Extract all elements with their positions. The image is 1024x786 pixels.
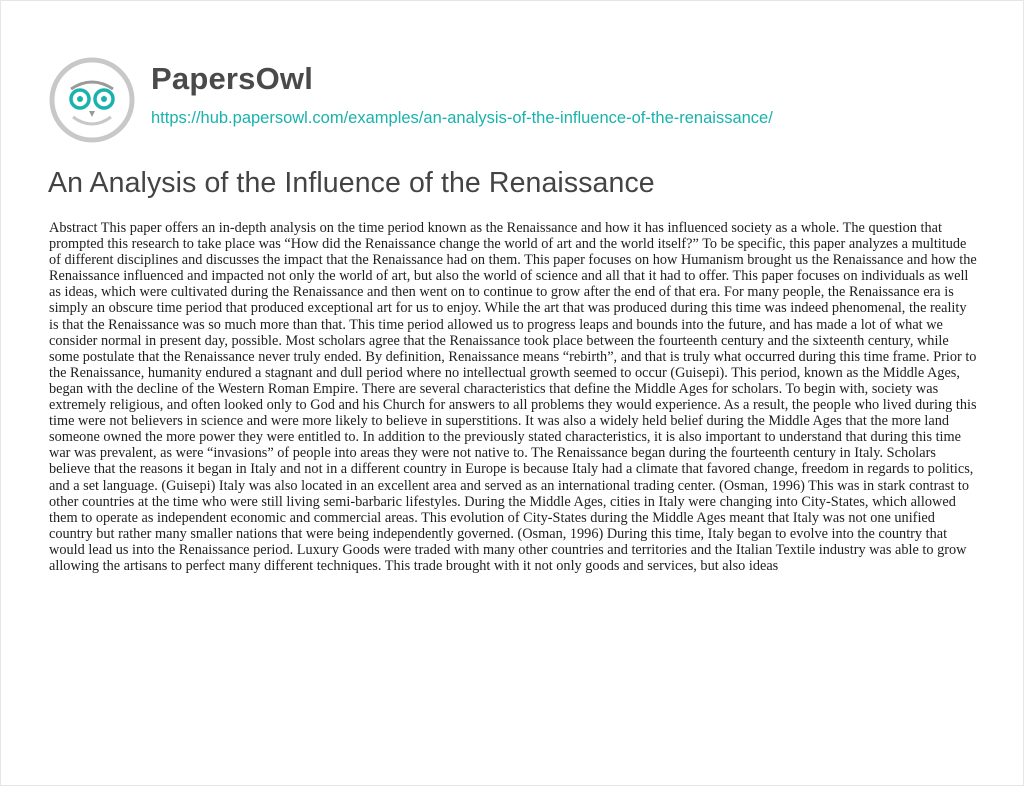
site-header	[47, 55, 773, 145]
header-text	[151, 55, 773, 128]
source-url-link[interactable]: https://hub.papersowl.com/examples/an-analysis-of-the-influence-of-the-renaissance/	[151, 109, 773, 127]
owl-logo-icon	[47, 55, 137, 145]
brand-name: PapersOwl	[151, 61, 314, 96]
document-body: Abstract This paper offers an in-depth analysis on the time period known as the Renaissance and how it has influenced society as a whole. The question that prompted this research to take place was “How did the Renaissance change the world of art and the world itself?” To be specific, this paper analyzes a multitude of different disciplines and discusses the impact that the Renaissance had on them. This paper focuses on how Humanism brought us the Renaissance and how the Renaissance influenced and impacted not only the world of art, but also the world of science and all that it had to offer. This paper focuses on individuals as well as ideas, which were cultivated during the Renaissance and then went on to continue to grow after the end of that era. For many people, the Renaissance era is simply an obscure time period that produced exceptional art for us to enjoy. While the art that was produced during this time was indeed phenomenal, the reality is that the Renaissance was so much more than that. This time period allowed us to progress leaps and bounds into the future, and has made a lot of what we consider normal in present day, possible. Most scholars agree that the Renaissance took place between the fourteenth century and the sixteenth century, while some postulate that the Renaissance never truly ended. By definition, Renaissance means “rebirth”, and that is truly what occurred during this time frame. Prior to the Renaissance, humanity endured a stagnant and dull period where no intellectual growth seemed to occur (Guisepi). This period, known as the Middle Ages, began with the decline of the Western Roman Empire. There are several characteristics that define the Middle Ages for scholars. To begin with, society was extremely religious, and often looked only to God and his Church for answers to all problems they would experience. As a result, the people who lived during this time were not believers in science and were more likely to believe in superstitions. It was also a widely held belief during the Middle Ages that the more land someone owned the more power they were entitled to. In addition to the previously stated characteristics, it is also important to understand that during this time war was prevalent, as were “invasions” of people into areas they were not native to. The Renaissance began during the fourteenth century in Italy. Scholars believe that the reasons it began in Italy and not in a different country in Europe is because Italy had a climate that favored change, freedom in regards to politics, and a set language. (Guisepi) Italy was also located in an excellent area and served as an international trading center. (Osman, 1996) This was in stark contrast to other countries at the time who were still living semi-barbaric lifestyles. During the Middle Ages, cities in Italy were changing into City-States, which allowed them to operate as independent economic and commercial areas. This evolution of City-States during the Middle Ages meant that Italy was not one unified country but rather many smaller nations that were being independently governed. (Osman, 1996) During this time, Italy began to evolve into the country that would lead us into the Renaissance period. Luxury Goods were traded with many other countries and territories and the Italian Textile industry was able to grow allowing the artisans to perfect many different techniques. This trade brought with it not only goods and services, but also ideas	[49, 220, 977, 574]
document-title: An Analysis of the Influence of the Renaissance	[48, 167, 655, 199]
